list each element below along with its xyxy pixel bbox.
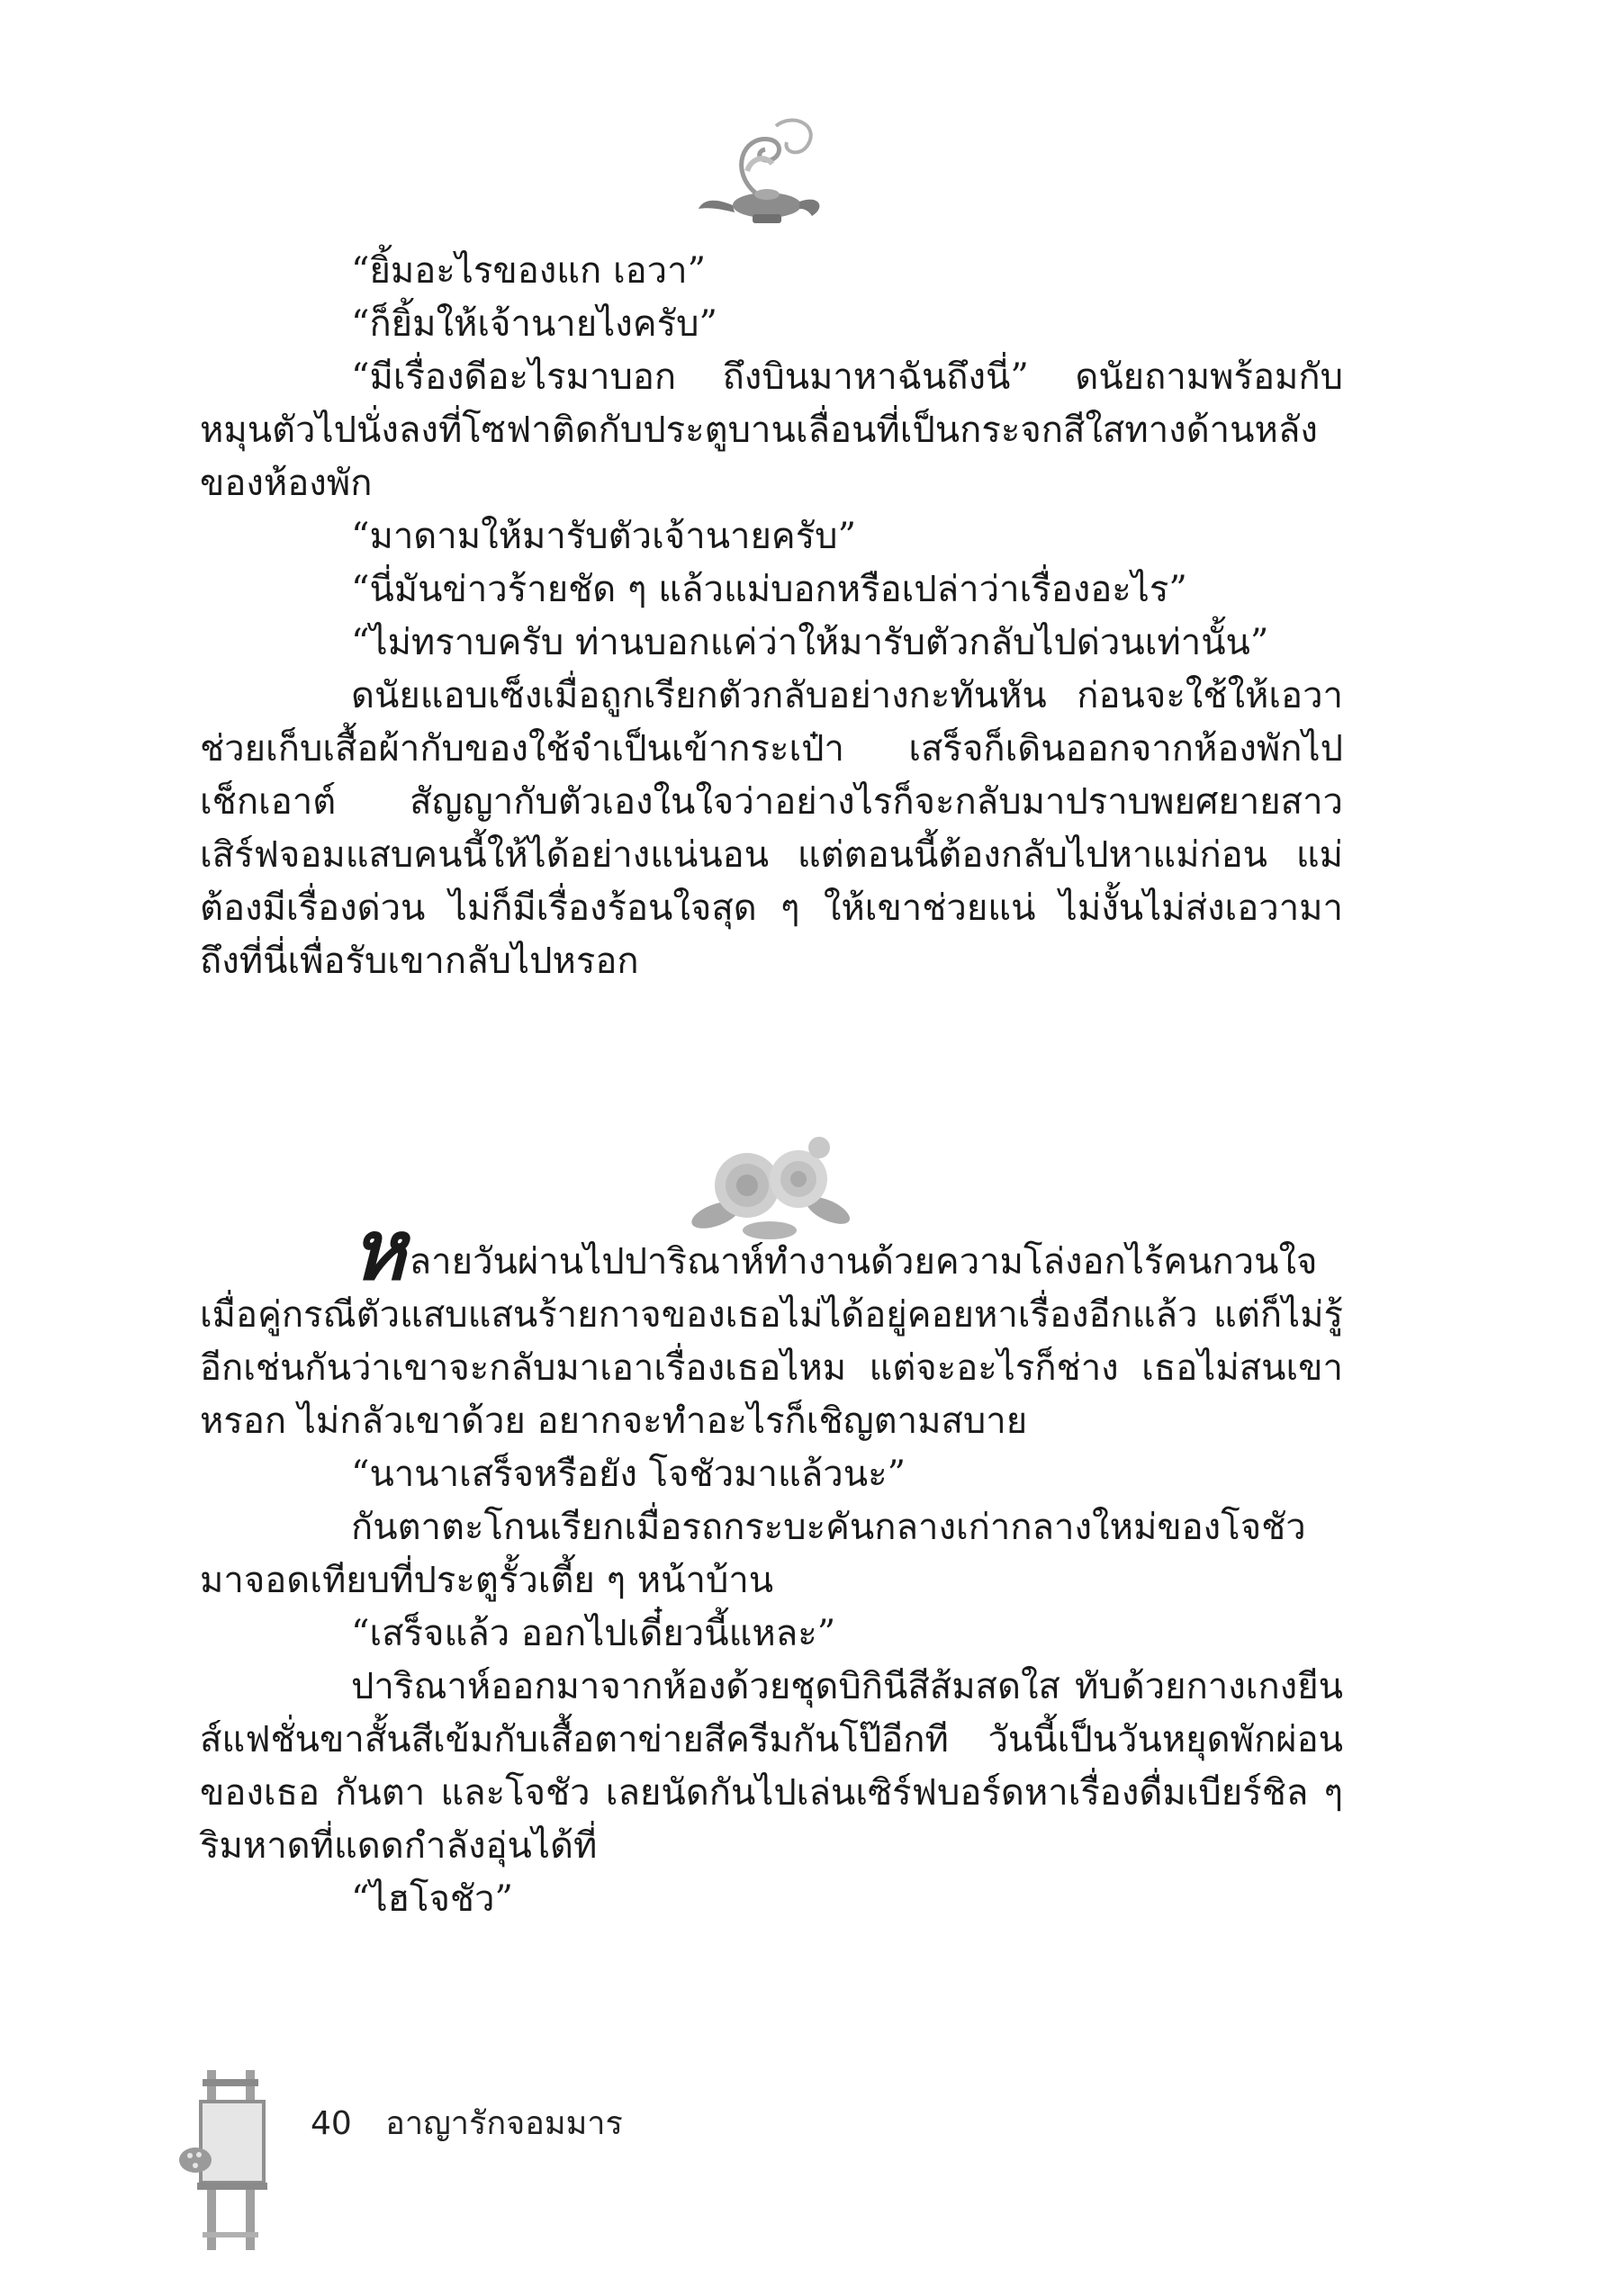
paragraph: “ไฮโจชัว”	[351, 1878, 513, 1920]
paragraph-with-dropcap	[200, 1202, 1343, 1448]
paragraph: “นี่มันข่าวร้ายชัด ๆ แล้วแม่บอกหรือเปล่าว่าเรื่องอะไร”	[351, 569, 1187, 610]
text-block-2	[200, 1202, 1343, 1926]
paragraph: “ยิ้มอะไรของแก เอวา”	[351, 250, 707, 292]
paragraph: ปาริณาห์ออกมาจากห้องด้วยชุดบิกินีสีส้มสดใส ทับด้วยกางเกงยีนส์แฟชั่นขาสั้นสีเข้มกับเสื้อตาข่ายสีครีมกันโป๊อีกที วันนี้เป็นวันหยุดพักผ่อนของเธอ กันตา และโจชัว เลยนัดกันไปเล่นเซิร์ฟบอร์ดหาเรื่องดื่มเบียร์ชิล ๆ ริมหาดที่แดดกำลังอุ่นได้ที่	[200, 1666, 1343, 1867]
paragraph: “เสร็จแล้ว ออกไปเดี๋ยวนี้แหละ”	[351, 1613, 836, 1654]
paragraph: ดนัยแอบเซ็งเมื่อถูกเรียกตัวกลับอย่างกะทันหัน ก่อนจะใช้ให้เอวาช่วยเก็บเสื้อผ้ากับของใช้จำเป็นเข้ากระเป๋า เสร็จก็เดินออกจากห้องพักไปเช็กเอาต์ สัญญากับตัวเองในใจว่าอย่างไรก็จะกลับมาปราบพยศยายสาวเสิร์ฟจอมแสบคนนี้ให้ได้อย่างแน่นอน แต่ตอนนี้ต้องกลับไปหาแม่ก่อน แม่ต้องมีเรื่องด่วน ไม่ก็มีเรื่องร้อนใจสุด ๆ ให้เขาช่วยแน่ ไม่งั้นไม่ส่งเอวามาถึงที่นี่เพื่อรับเขากลับไปหรอก	[200, 675, 1343, 982]
paragraph: “มีเรื่องดีอะไรมาบอก ถึงบินมาหาฉันถึงนี่” ดนัยถามพร้อมกับหมุนตัวไปนั่งลงที่โซฟาติดกับประตูบานเลื่อนที่เป็นกระจกสีใสทางด้านหลังของห้องพัก	[200, 356, 1343, 504]
paragraph: กันตาตะโกนเรียกเมื่อรถกระบะคันกลางเก่ากลางใหม่ของโจชัวมาจอดเทียบที่ประตูรั้วเตี้ย ๆ หน้าบ้าน	[200, 1507, 1306, 1601]
page-number: 40	[311, 2105, 352, 2142]
page-footer	[311, 2097, 623, 2148]
paragraph: “ไม่ทราบครับ ท่านบอกแค่ว่าให้มารับตัวกลับไปด่วนเท่านั้น”	[351, 622, 1269, 663]
paragraph: “นานาเสร็จหรือยัง โจชัวมาแล้วนะ”	[351, 1454, 906, 1495]
easel-icon	[176, 2061, 284, 2259]
drop-cap: ห	[351, 1202, 406, 1299]
paragraph: “มาดามให้มารับตัวเจ้านายครับ”	[351, 516, 857, 557]
paragraph-text: ลายวันผ่านไปปาริณาห์ทำงานด้วยความโล่งอกไร้คนกวนใจ เมื่อคู่กรณีตัวแสบแสนร้ายกาจของเธอไม่ได้อยู่คอยหาเรื่องอีกแล้ว แต่ก็ไม่รู้อีกเช่นกันว่าเขาจะกลับมาเอาเรื่องเธอไหม แต่จะอะไรก็ช่าง เธอไม่สนเขาหรอก ไม่กลัวเขาด้วย อยากจะทำอะไรก็เชิญตามสบาย	[200, 1241, 1343, 1442]
genie-lamp-icon	[693, 108, 837, 234]
paragraph: “ก็ยิ้มให้เจ้านายไงครับ”	[351, 303, 717, 345]
text-block-1	[200, 245, 1343, 988]
book-title: อาญารักจอมมาร	[385, 2105, 623, 2142]
